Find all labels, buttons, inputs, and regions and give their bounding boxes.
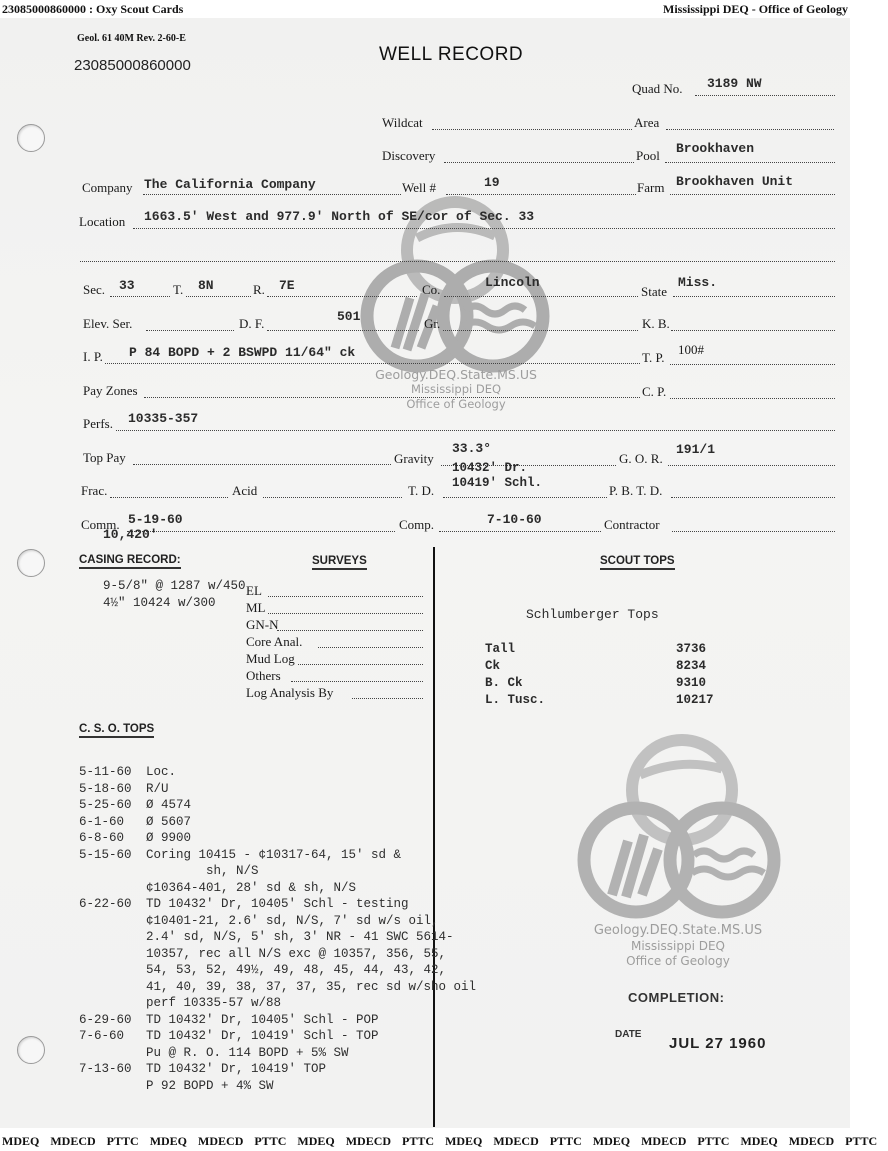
scout-tops-heading: SCOUT TOPS [600,555,675,570]
completion-date-label: DATE [615,1029,642,1040]
company-value[interactable]: The California Company [144,177,316,192]
cp-label: C. P. [642,384,667,399]
cso-entry-date: 6-1-60 [79,814,125,829]
survey-item-label: GN-N [246,617,279,632]
tp-line [670,364,835,365]
tp-label: T. P. [642,350,665,365]
comp-label: Comp. [399,517,435,532]
farm-label: Farm [637,180,665,195]
watermark-agency-bottom: Mississippi DEQ [630,939,725,953]
deq-logo-icon [572,735,782,925]
footer-link[interactable]: MDECD [198,1134,244,1148]
td-value-drill[interactable]: 10432' Dr. [452,461,528,475]
casing-line-2: 4½" 10424 w/300 [103,596,216,610]
footer-link[interactable]: PTTC [549,1134,582,1148]
location-value[interactable]: 1663.5' West and 977.9' North of SE/cor of Sec. 33 [144,209,535,224]
ip-label: I. P. [83,349,103,364]
hole-punch-bottom [17,1036,45,1064]
scout-top-name: B. Ck [485,676,523,690]
cso-entry-text: TD 10432' Dr, 10419' TOP P 92 BOPD + 4% SW [146,1062,327,1093]
gravity-label: Gravity [394,451,434,466]
perfs-value[interactable]: 10335-357 [128,411,199,426]
footer-link[interactable]: PTTC [254,1134,287,1148]
column-divider [433,547,435,1127]
survey-item-line[interactable] [298,664,423,665]
perfs-label: Perfs. [83,416,113,431]
state-value[interactable]: Miss. [678,275,718,290]
footer-link[interactable]: PTTC [845,1134,878,1148]
footer-link[interactable]: MDEQ [2,1134,40,1148]
acid-label: Acid [232,483,258,498]
footer-link[interactable]: MDECD [50,1134,96,1148]
cso-entry-text: Coring 10415 - ¢10317-64, 15' sd & sh, N/S ¢10364-401, 28' sd & sh, N/S [146,847,402,895]
completion-label: COMPLETION: [628,990,725,1005]
footer-link[interactable]: MDEQ [149,1134,188,1148]
scout-top-name: Ck [485,659,501,673]
footer-link[interactable]: MDEQ [740,1134,778,1148]
footer-link[interactable]: PTTC [106,1134,139,1148]
company-label: Company [82,180,133,195]
cso-entry-text: Ø 4574 [146,798,192,812]
pbtd-label: P. B. T. D. [609,483,663,498]
pool-value[interactable]: Brookhaven [676,141,755,156]
quad-no-label: Quad No. [632,81,683,96]
tp-value[interactable]: 100# [678,342,704,357]
well-no-line [446,194,636,195]
frac-label: Frac. [81,483,108,498]
comm-depth-value[interactable]: 10,420' [103,527,158,542]
acid-line[interactable] [263,497,402,498]
pay-zones-label: Pay Zones [83,383,138,398]
cso-entry-date: 5-25-60 [79,798,132,812]
cso-entry-text: TD 10432' Dr, 10419' Schl - TOP Pu @ R. O. 114 BOPD + 5% SW [146,1029,379,1060]
co-line [444,296,638,297]
viewer-header [0,0,850,18]
survey-item-label: Mud Log [246,651,295,666]
company-line [143,194,401,195]
r-value[interactable]: 7E [279,278,295,293]
page-title: WELL RECORD [379,44,524,65]
comm-value[interactable]: 5-19-60 [128,512,183,527]
co-value[interactable]: Lincoln [485,275,540,290]
scout-top-depth: 3736 [676,642,707,656]
survey-item-label: ML [246,600,266,615]
cso-entry-text: Ø 5607 [146,814,192,829]
comm-label: Comm. [81,517,120,532]
quad-no-value[interactable]: 3189 NW [707,76,762,91]
footer-link[interactable]: MDECD [641,1134,687,1148]
surveys-heading: SURVEYS [312,555,367,570]
survey-item-label: Others [246,668,281,683]
state-line [673,296,835,297]
survey-item-line[interactable] [291,681,423,682]
frac-line[interactable] [110,497,228,498]
r-line [267,296,417,297]
pool-label: Pool [636,148,660,163]
footer-link[interactable]: MDECD [345,1134,392,1148]
watermark-agency-top: Mississippi DEQ [410,382,502,396]
scout-top-depth: 8234 [676,659,707,673]
cso-entry-text: Ø 9900 [146,831,192,845]
agency-title: Mississippi DEQ - Office of Geology [663,2,848,16]
ip-value[interactable]: P 84 BOPD + 2 BSWPD 11/64" ck [129,345,356,360]
casing-record-heading: CASING RECORD: [79,554,181,569]
gor-value[interactable]: 191/1 [676,442,716,457]
cso-entry-date: 6-22-60 [79,897,132,911]
td-line [443,497,607,498]
document-title: 23085000860000 : Oxy Scout Cards [2,2,184,16]
footer-links [0,1132,878,1151]
cso-entry-text: Loc. [146,765,177,779]
footer-link[interactable]: PTTC [402,1134,435,1148]
state-label: State [641,284,667,299]
gor-line [668,465,835,466]
footer-link[interactable]: MDECD [788,1134,835,1148]
farm-line [670,194,835,195]
cso-entry-date: 7-6-60 [79,1029,125,1043]
elev-ser-line[interactable] [146,330,234,331]
gor-label: G. O. R. [619,451,663,466]
footer-link[interactable]: PTTC [697,1134,730,1148]
footer-link[interactable]: MDEQ [592,1134,631,1148]
api-number: 23085000860000 [74,57,191,74]
survey-item-line[interactable] [268,596,423,597]
discovery-line[interactable] [444,162,634,163]
t-line [186,296,251,297]
cp-line[interactable] [670,398,835,399]
kb-label: K. B. [642,316,670,331]
gravity-value[interactable]: 33.3° [452,441,492,456]
elev-ser-label: Elev. Ser. [83,316,133,331]
cso-entry-date: 6-8-60 [79,831,125,845]
scout-top-depth: 10217 [676,693,714,707]
scout-top-name: Tall [485,642,516,656]
area-label: Area [634,115,660,130]
kb-line[interactable] [671,330,835,331]
contractor-label: Contractor [604,517,660,532]
scout-top-depth: 9310 [676,676,707,690]
pay-zones-line[interactable] [144,397,640,398]
survey-item-label: EL [246,583,262,598]
cso-entry-date: 5-18-60 [79,781,132,796]
sec-line [110,296,170,297]
scout-top-name: L. Tusc. [485,693,546,707]
footer-link[interactable]: MDEQ [297,1134,335,1148]
cso-entry-date: 5-15-60 [79,847,132,862]
cso-entry-date: 7-13-60 [79,1062,132,1076]
ip-line [105,363,640,364]
hole-punch-top [17,124,45,152]
cso-entry-date: 6-29-60 [79,1012,132,1027]
survey-item-label: Core Anal. [246,634,303,649]
deq-watermark-logo-bottom [572,735,782,925]
td-value-schl[interactable]: 10419' Schl. [452,476,543,490]
completion-date-stamp: JUL 27 1960 [669,1035,767,1052]
sec-label: Sec. [83,282,106,297]
farm-value[interactable]: Brookhaven Unit [676,174,794,189]
gr-line[interactable] [443,330,638,331]
gr-label: Gr. [424,316,441,331]
perfs-line [116,430,835,431]
survey-item-line[interactable] [318,647,423,648]
hole-punch-middle [17,549,45,577]
comp-line [439,531,601,532]
r-label: R. [253,282,265,297]
cso-entry-text: R/U [146,781,169,796]
pbtd-line[interactable] [671,497,835,498]
wildcat-line[interactable] [432,129,632,130]
watermark-office-bottom: Office of Geology [626,954,730,968]
schlumberger-tops-heading: Schlumberger Tops [526,607,659,622]
cso-entry-text: TD 10432' Dr, 10405' Schl - testing ¢10401-21, 2.6' sd, N/S, 7' sd w/s oil, 2.4' sd, N/S, 5' sh, 3' NR - 41 SWC 5614- 10357, rec all N/S exc @ 10357, 356, 55, 54, 53, 52, 49½, 49, 48, 45, 44, 43, 42, 41, 40, 39, 38, 37, 37, 35, rec sd w/sho oil perf 10335-57 w/88 [146,897,477,1010]
survey-item-line[interactable] [352,698,423,699]
casing-line-1: 9-5/8" @ 1287 w/450 [103,579,246,593]
wildcat-label: Wildcat [382,115,423,130]
footer-link[interactable]: MDEQ [445,1134,483,1148]
cso-tops-heading: C. S. O. TOPS [79,723,154,738]
location-line [133,228,835,229]
watermark-url-top: Geology.DEQ.State.MS.US [375,367,537,382]
watermark-url-bottom: Geology.DEQ.State.MS.US [593,923,763,938]
co-label: Co. [422,282,441,297]
pool-line [665,162,835,163]
discovery-label: Discovery [382,148,436,163]
df-line [267,330,419,331]
location-line-2 [80,261,835,262]
cso-entry-date: 5-11-60 [79,765,132,779]
contractor-line[interactable] [672,531,835,532]
survey-item-line[interactable] [277,630,423,631]
top-pay-line[interactable] [133,464,391,465]
t-value[interactable]: 8N [198,278,214,293]
t-label: T. [173,282,184,297]
watermark-office-top: Office of Geology [406,397,506,411]
sec-value[interactable]: 33 [119,278,135,293]
form-code: Geol. 61 40M Rev. 2-60-E [77,33,186,44]
df-label: D. F. [239,316,265,331]
cso-entry-text: TD 10432' Dr, 10405' Schl - POP [146,1012,379,1027]
footer-link[interactable]: MDECD [493,1134,539,1148]
quad-no-line [695,95,835,96]
location-label: Location [79,214,126,229]
area-line[interactable] [666,129,834,130]
well-no-value[interactable]: 19 [484,175,500,190]
well-no-label: Well # [402,180,436,195]
df-value[interactable]: 501 [337,309,361,324]
comp-value[interactable]: 7-10-60 [487,512,542,527]
comm-line [127,531,395,532]
top-pay-label: Top Pay [83,450,126,465]
td-label: T. D. [408,483,435,498]
survey-item-label: Log Analysis By [246,685,334,700]
survey-item-line[interactable] [268,613,423,614]
